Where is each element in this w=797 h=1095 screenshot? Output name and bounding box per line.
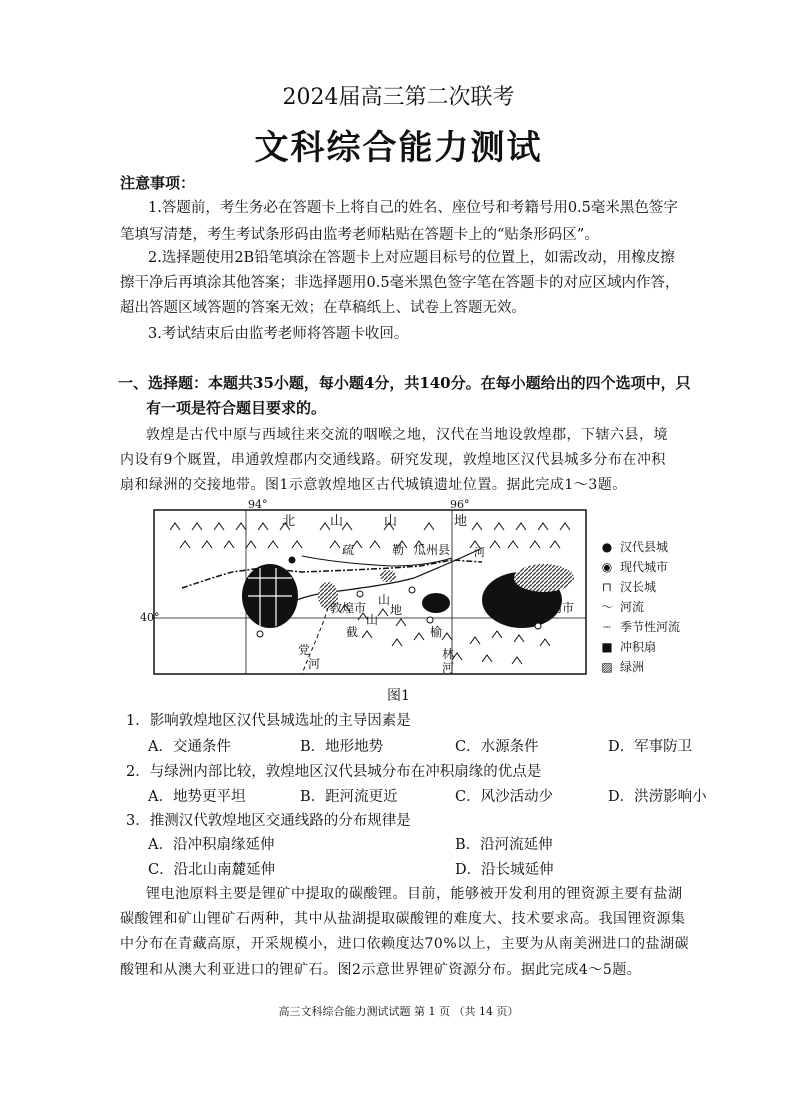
q3-option-a: A．沿冲积扇缘延伸 [148,837,275,853]
mountain-char: 山 [378,593,391,607]
notice-item-1-line-1: 1.答题前，考生务必在答题卡上将自己的姓名、座位号和考籍号用0.5毫米黑色签字 [148,200,678,216]
q1-option-b: B．地形地势 [300,739,384,755]
question-2-stem: 2．与绿洲内部比较，敦煌地区汉代县城分布在冲积扇缘的优点是 [126,764,542,780]
oasis-east [514,564,574,592]
north-mountain-char-1: 北 [282,514,296,529]
dunhuang-map [152,508,592,678]
notice-item-2-line-3: 超出答题区域答题的答案无效；在草稿纸上、试卷上答题无效。 [120,300,526,316]
q3-option-b: B．沿河流延伸 [455,837,553,853]
passage1-line-1: 敦煌是古代中原与西域往来交流的咽喉之地，汉代在当地设敦煌郡，下辖六县，境 [146,427,668,443]
q2-option-a: A．地势更平坦 [148,789,246,805]
legend-han-county: ● 汉代县城 [598,538,668,555]
section-heading-line-2: 有一项是符合题目要求的。 [146,399,327,417]
bottom-char-4: 河 [442,661,455,675]
great-wall-icon: ⊓ [601,580,613,594]
notice-heading: 注意事项： [120,174,196,192]
question-3-stem: 3．推测汉代敦煌地区交通线路的分布规律是 [126,813,411,829]
exam-title: 2024届高三第二次联考 [282,85,515,110]
river-he-label: 河 [474,546,485,559]
passage1-line-3: 扇和绿洲的交接地带。图1示意敦煌地区古代城镇遗址位置。据此完成1～3题。 [120,477,627,493]
question-1-stem: 1．影响敦煌地区汉代县城选址的主导因素是 [126,713,411,729]
han-county-marker [535,623,541,629]
dang-char-1: 党 [298,643,311,657]
bottom-char-2: 榆 [430,625,443,639]
north-mountain-char-4: 地 [454,514,468,529]
lon-96-text: 96° [450,498,470,511]
di-char: 地 [390,603,403,617]
q3-option-d: D．沿长城延伸 [455,862,554,878]
legend-river: 〜 河流 [598,598,644,615]
shule-char-1: 疏 [342,543,355,557]
shule-char-2: 勒 [392,543,405,557]
notice-item-2-line-2: 擦干净后再填涂其他答案；非选择题用0.5毫米黑色签字笔在答题卡的对应区域内作答， [120,275,680,291]
dang-char-2: 河 [308,657,321,671]
north-mountain-char-2: 山 [330,514,344,529]
dunhuang-label: 敦煌市 [330,601,367,615]
han-county-marker [427,617,433,623]
legend-great-wall: ⊓ 汉长城 [598,578,656,595]
q3-option-c: C．沿北山南麓延伸 [148,862,276,878]
lat-40-label: 40° [140,611,160,624]
passage2-line-3: 中分布在青藏高原，开采规模小，进口依赖度达70%以上，主要为从南美洲进口的盐湖碳 [120,936,690,952]
bottom-char-3: 林 [442,647,455,661]
oasis-icon: ▨ [601,660,613,674]
bottom-char-1: 截 [346,625,359,639]
dot-icon: ● [601,540,613,554]
q2-option-d: D．洪涝影响小 [608,789,707,805]
q1-option-a: A．交通条件 [148,739,231,755]
q1-option-d: D．军事防卫 [608,739,693,755]
shan-char: 山 [366,613,379,627]
passage2-line-4: 酸锂和从澳大利亚进口的锂矿石。图2示意世界锂矿资源分布。据此完成4～5题。 [120,962,642,978]
notice-item-2-line-1: 2.选择题使用2B铅笔填涂在答题卡上对应题目标号的位置上，如需改动，用橡皮擦 [148,250,675,266]
legend-oasis: ▨ 绿洲 [598,658,644,675]
q1-option-c: C．水源条件 [455,739,539,755]
han-county-marker [357,591,363,597]
notice-item-1-line-2: 笔填写清楚，考生考试条形码由监考老师粘贴在答题卡上的“贴条形码区”。 [120,227,599,243]
q2-option-c: C．风沙活动少 [455,789,554,805]
page-footer: 高三文科综合能力测试试题 第 1 页 （共 14 页） [278,1005,519,1018]
lon-94-text: 94° [248,498,268,511]
section-heading-line-1: 一、选择题：本题共35小题，每小题4分，共140分。在每小题给出的四个选项中，只 [118,374,691,392]
notice-item-3: 3.考试结束后由监考老师将答题卡收回。 [148,326,409,342]
han-county-marker [257,631,263,637]
exam-subtitle: 文科综合能力测试 [254,128,543,168]
han-county-marker [409,587,415,593]
legend-seasonal-river: ┄ 季节性河流 [598,618,680,635]
river-icon: 〜 [600,600,613,614]
seasonal-river-icon: ┄ [603,620,611,634]
passage2-line-2: 碳酸锂和矿山锂矿石两种，其中从盐湖提取碳酸锂的难度大、技术要求高。我国锂资源集 [120,911,686,927]
passage1-line-2: 内设有9个厩置，串通敦煌郡内交通线路。研究发现，敦煌地区汉代县城多分布在冲积 [120,452,666,468]
figure-1-label: 图1 [387,688,410,704]
oasis-guazhou [380,570,396,582]
passage2-line-1: 锂电池原料主要是锂矿中提取的碳酸锂。目前，能够被开发利用的锂资源主要有盐湖 [146,886,683,902]
q2-option-b: B．距河流更近 [300,789,398,805]
guazhou-label: 瓜州县 [414,543,451,557]
alluvial-fan-icon: ■ [601,640,613,654]
city-marker [289,557,296,564]
north-mountain-char-3: 山 [384,514,398,529]
legend-modern-city: ◉ 现代城市 [598,558,668,575]
legend-alluvial-fan: ■ 冲积扇 [598,638,656,655]
circle-dot-icon: ◉ [601,560,613,574]
yumen-label: 玉门市 [538,601,575,615]
alluvial-fan-mid [422,593,450,613]
